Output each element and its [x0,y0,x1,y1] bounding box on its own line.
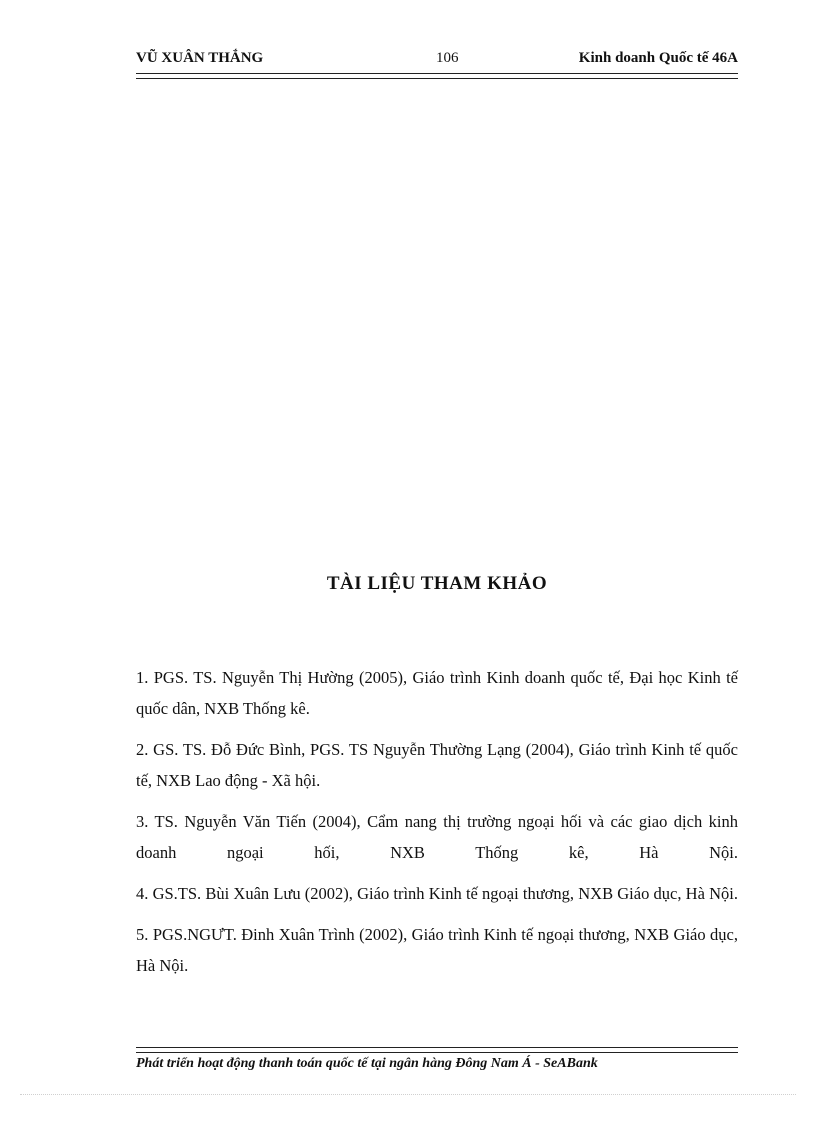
header-page-number: 106 [436,50,459,66]
reference-item: 4. GS.TS. Bùi Xuân Lưu (2002), Giáo trình Kinh tế ngoại thương, NXB Giáo dục, Hà Nội. [136,884,738,903]
header-divider [136,73,738,79]
footer-divider [136,1047,738,1053]
page-footer: Phát triển hoạt động thanh toán quốc tế tại ngân hàng Đông Nam Á - SeABank [136,1056,598,1071]
header-class: Kinh doanh Quốc tế 46A [578,50,738,66]
reference-list [136,662,738,991]
header-author: VŨ XUÂN THẮNG [136,50,264,66]
reference-item: 5. PGS.NGƯT. Đinh Xuân Trình (2002), Giáo trình Kinh tế ngoại thương, NXB Giáo dục, Hà Nội. [136,925,738,975]
page-bottom-border [20,1094,796,1095]
page-title: TÀI LIỆU THAM KHẢO [326,573,548,594]
page-header [136,50,738,70]
reference-item: 1. PGS. TS. Nguyễn Thị Hường (2005), Giáo trình Kinh doanh quốc tế, Đại học Kinh tế quốc dân, NXB Thống kê. [136,668,738,718]
reference-item: 3. TS. Nguyễn Văn Tiến (2004), Cẩm nang thị trường ngoại hối và các giao dịch kinh doanh ngoại hối, NXB Thống kê, Hà Nội. [136,812,738,862]
reference-item: 2. GS. TS. Đỗ Đức Bình, PGS. TS Nguyễn Thường Lạng (2004), Giáo trình Kinh tế quốc tế, NXB Lao động - Xã hội. [136,740,738,790]
